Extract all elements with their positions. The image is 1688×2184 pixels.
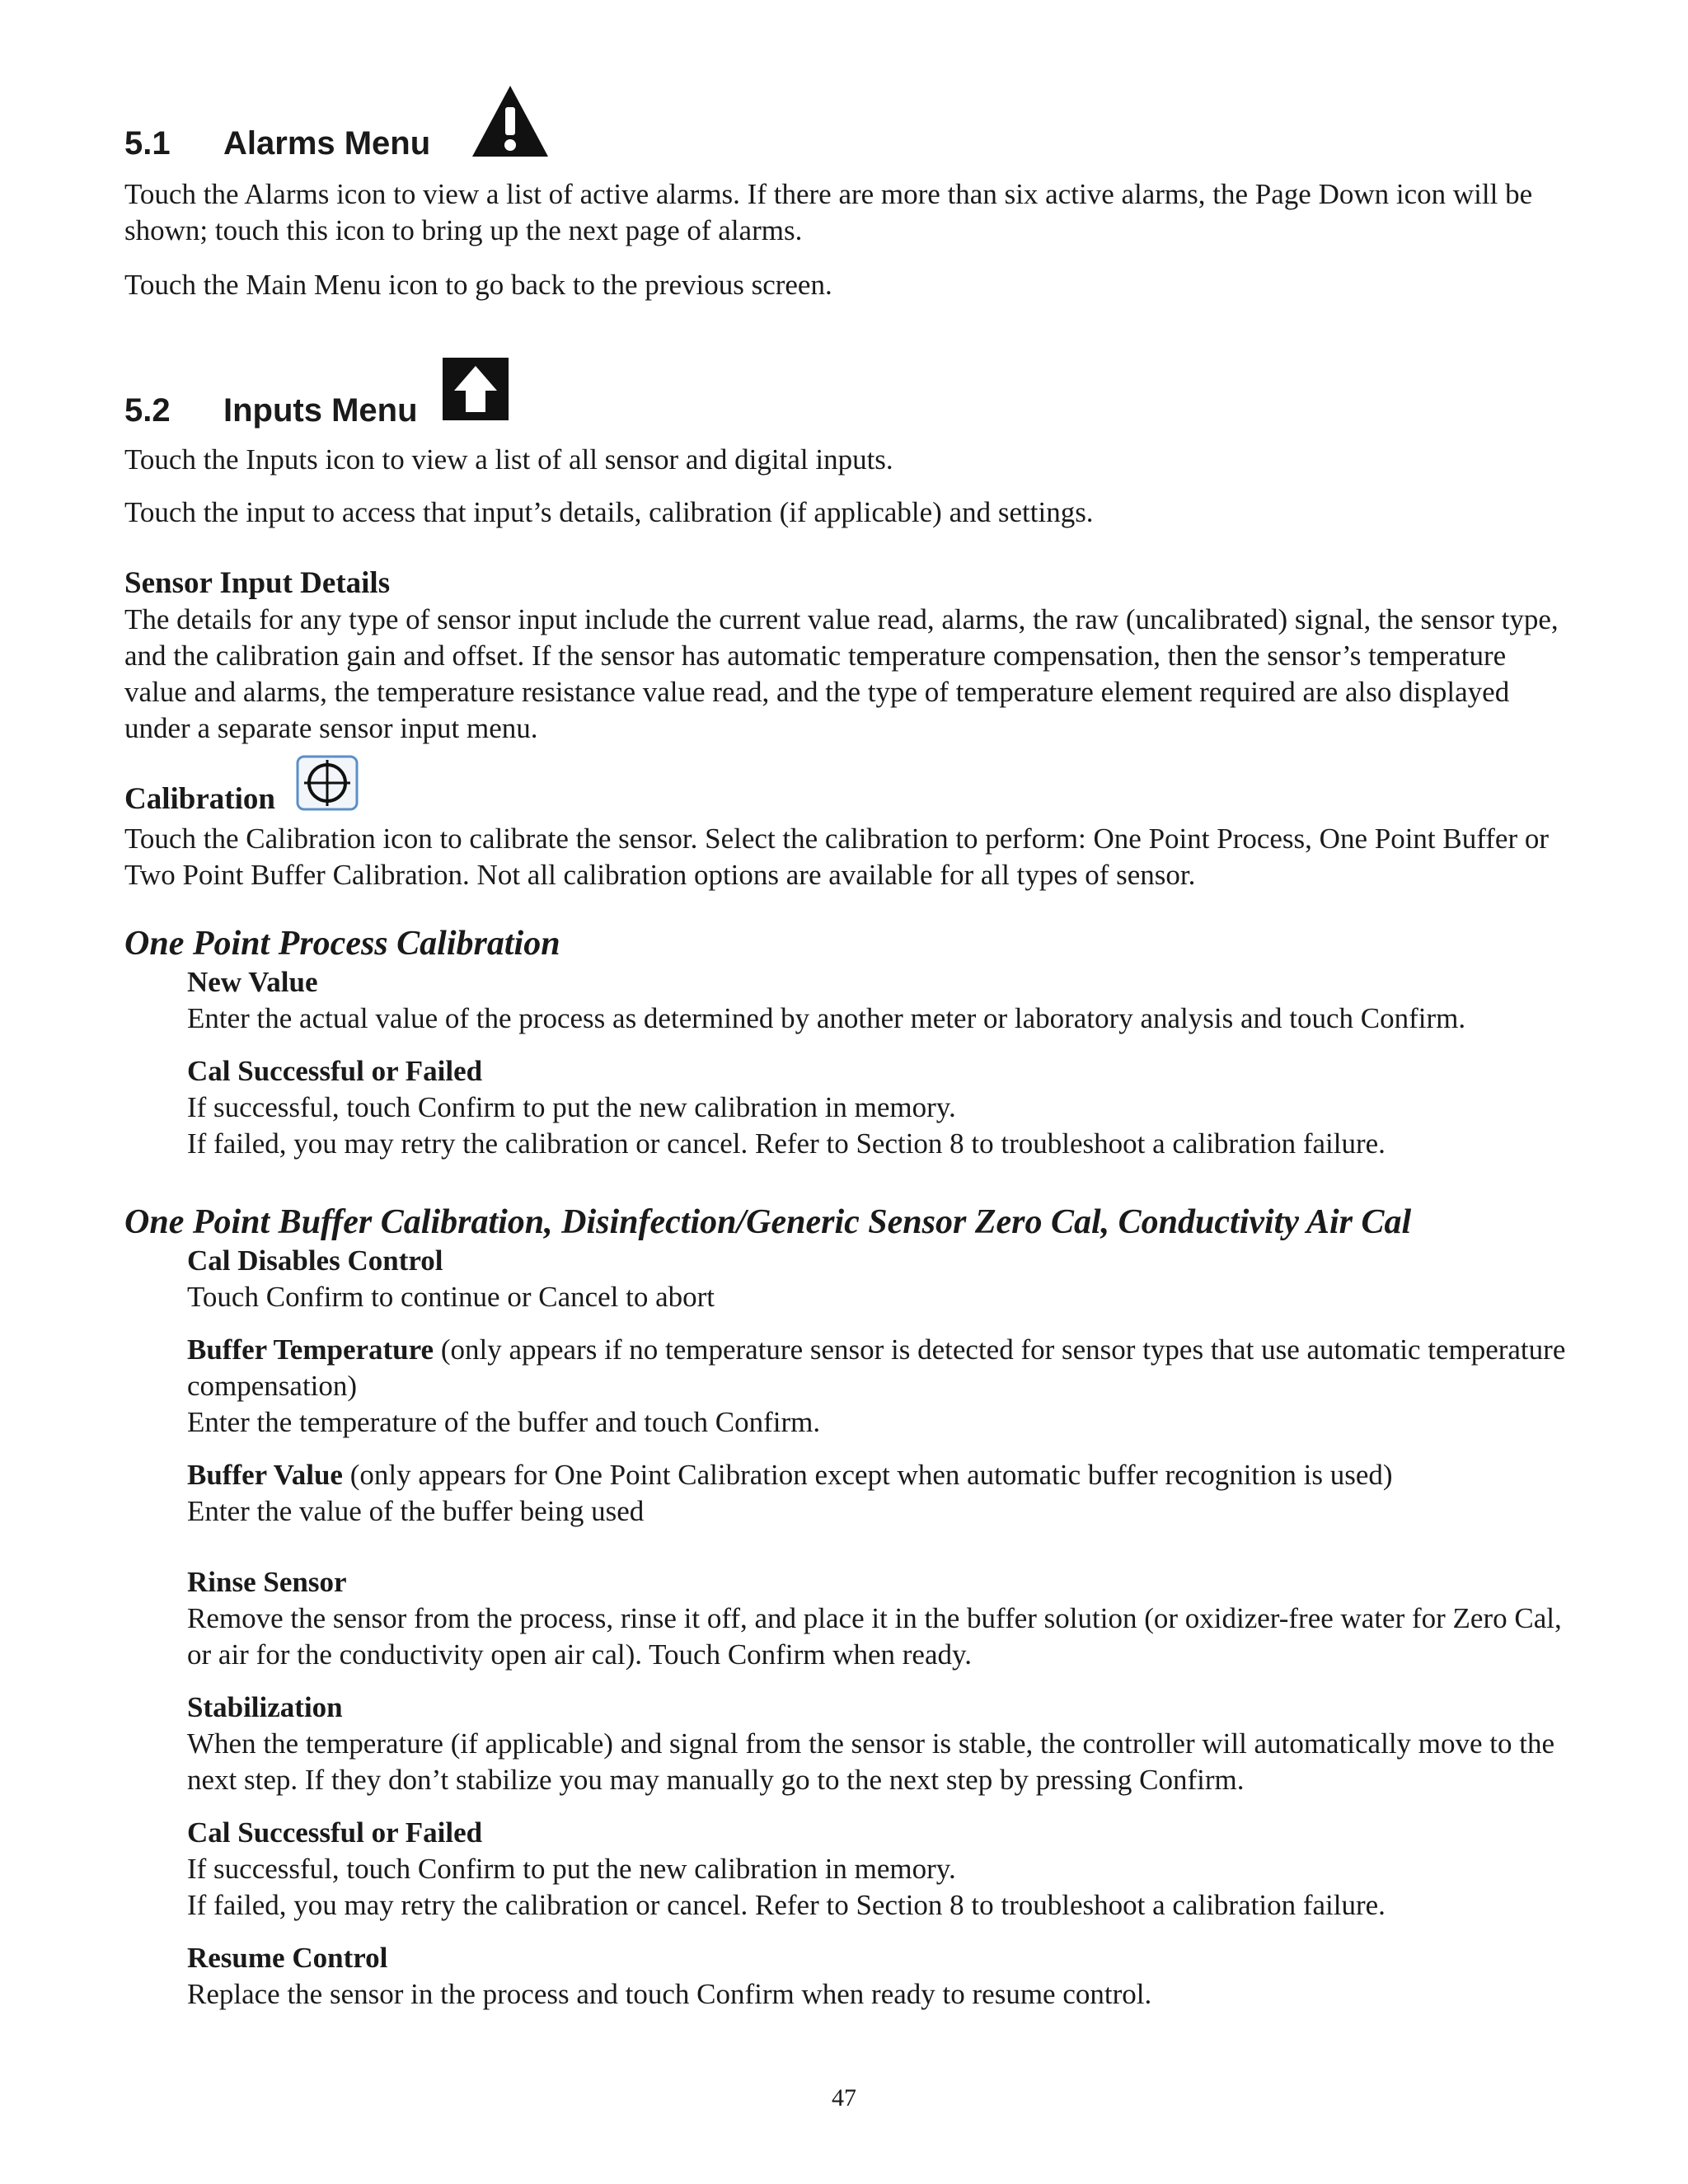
- section-number: 5.2: [124, 392, 171, 429]
- buffer-value-note: (only appears for One Point Calibration except when automatic buffer recognition is used): [342, 1459, 1393, 1491]
- buffer-temperature-label: Buffer Temperature: [187, 1333, 434, 1366]
- section-5-1-heading: [124, 124, 430, 163]
- sensor-input-details-heading: Sensor Input Details: [124, 566, 391, 600]
- calibration-text: Touch the Calibration icon to calibrate the sensor. Select the calibration to perform: One Point Process, One Point Buffer or Two Point Buffer Calibration. Not all calibration options are available for all types of sensor.: [124, 823, 1550, 891]
- cal-disables-control-label: Cal Disables Control: [187, 1244, 443, 1277]
- section-title: Alarms Menu: [223, 125, 431, 162]
- buffer-temperature-text: Enter the temperature of the buffer and touch Confirm.: [187, 1406, 821, 1438]
- cal-result-label: Cal Successful or Failed: [187, 1816, 483, 1849]
- new-value-text: Enter the actual value of the process as determined by another meter or laboratory analysis and touch Confirm.: [187, 1002, 1466, 1034]
- page-number: 47: [832, 2084, 856, 2111]
- buffer-value-text: Enter the value of the buffer being used: [187, 1495, 645, 1527]
- section-title: Inputs Menu: [223, 392, 418, 429]
- sensor-input-details-text: The details for any type of sensor input include the current value read, alarms, the raw (uncalibrated) signal, the sensor type, and the calibration gain and offset. If the sensor has automatic temperature compensation, then the sensor’s temperature value and alarms, the temperature resistance value read, and the type of temperature element required are also displayed under a separate sensor input menu.: [124, 603, 1559, 744]
- inputs-paragraph-2: Touch the input to access that input’s details, calibration (if applicable) and settings.: [124, 496, 1094, 528]
- alarms-paragraph-1: Touch the Alarms icon to view a list of active alarms. If there are more than six active alarms, the Page Down icon will be shown; touch this icon to bring up the next page of alarms.: [124, 178, 1533, 246]
- cal-disables-control-text: Touch Confirm to continue or Cancel to abort: [187, 1281, 715, 1313]
- resume-control-text: Replace the sensor in the process and touch Confirm when ready to resume control.: [187, 1978, 1152, 2010]
- one-point-process-heading: One Point Process Calibration: [124, 925, 560, 963]
- cal-result-label: Cal Successful or Failed: [187, 1055, 483, 1087]
- buffer-value-label: Buffer Value: [187, 1459, 343, 1491]
- crosshair-icon: [296, 755, 359, 811]
- buffer-temperature-block: [187, 1332, 1572, 1404]
- calibration-heading: Calibration: [124, 782, 275, 816]
- alarms-paragraph-2: Touch the Main Menu icon to go back to the previous screen.: [124, 269, 832, 301]
- stabilization-label: Stabilization: [187, 1691, 343, 1723]
- new-value-label: New Value: [187, 966, 318, 998]
- cal-result-failed-text: If failed, you may retry the calibration or cancel. Refer to Section 8 to troubleshoot a calibration failure.: [187, 1127, 1386, 1160]
- cal-result-success-text: If successful, touch Confirm to put the new calibration in memory.: [187, 1091, 956, 1123]
- section-5-2-heading: [124, 391, 418, 430]
- up-arrow-icon: [443, 358, 509, 420]
- cal-result-success-text: If successful, touch Confirm to put the new calibration in memory.: [187, 1853, 956, 1885]
- buffer-value-block: [187, 1457, 1572, 1493]
- rinse-sensor-label: Rinse Sensor: [187, 1566, 347, 1598]
- stabilization-text: When the temperature (if applicable) and signal from the sensor is stable, the controller will automatically move to the next step. If they don’t stabilize you may manually go to the next step by pressing Confirm.: [187, 1727, 1555, 1796]
- inputs-paragraph-1: Touch the Inputs icon to view a list of all sensor and digital inputs.: [124, 443, 893, 476]
- warning-triangle-icon: [469, 82, 551, 160]
- cal-result-failed-text: If failed, you may retry the calibration or cancel. Refer to Section 8 to troubleshoot a calibration failure.: [187, 1889, 1386, 1921]
- one-point-buffer-heading: One Point Buffer Calibration, Disinfection/Generic Sensor Zero Cal, Conductivity Air Cal: [124, 1203, 1412, 1241]
- rinse-sensor-text: Remove the sensor from the process, rinse it off, and place it in the buffer solution (or oxidizer-free water for Zero Cal, or air for the conductivity open air cal). Touch Confirm when ready.: [187, 1602, 1562, 1671]
- resume-control-label: Resume Control: [187, 1942, 388, 1974]
- section-number: 5.1: [124, 125, 171, 162]
- buffer-temperature-note: (only appears if no temperature sensor is detected for sensor types that use automatic temperature compensation): [187, 1333, 1566, 1402]
